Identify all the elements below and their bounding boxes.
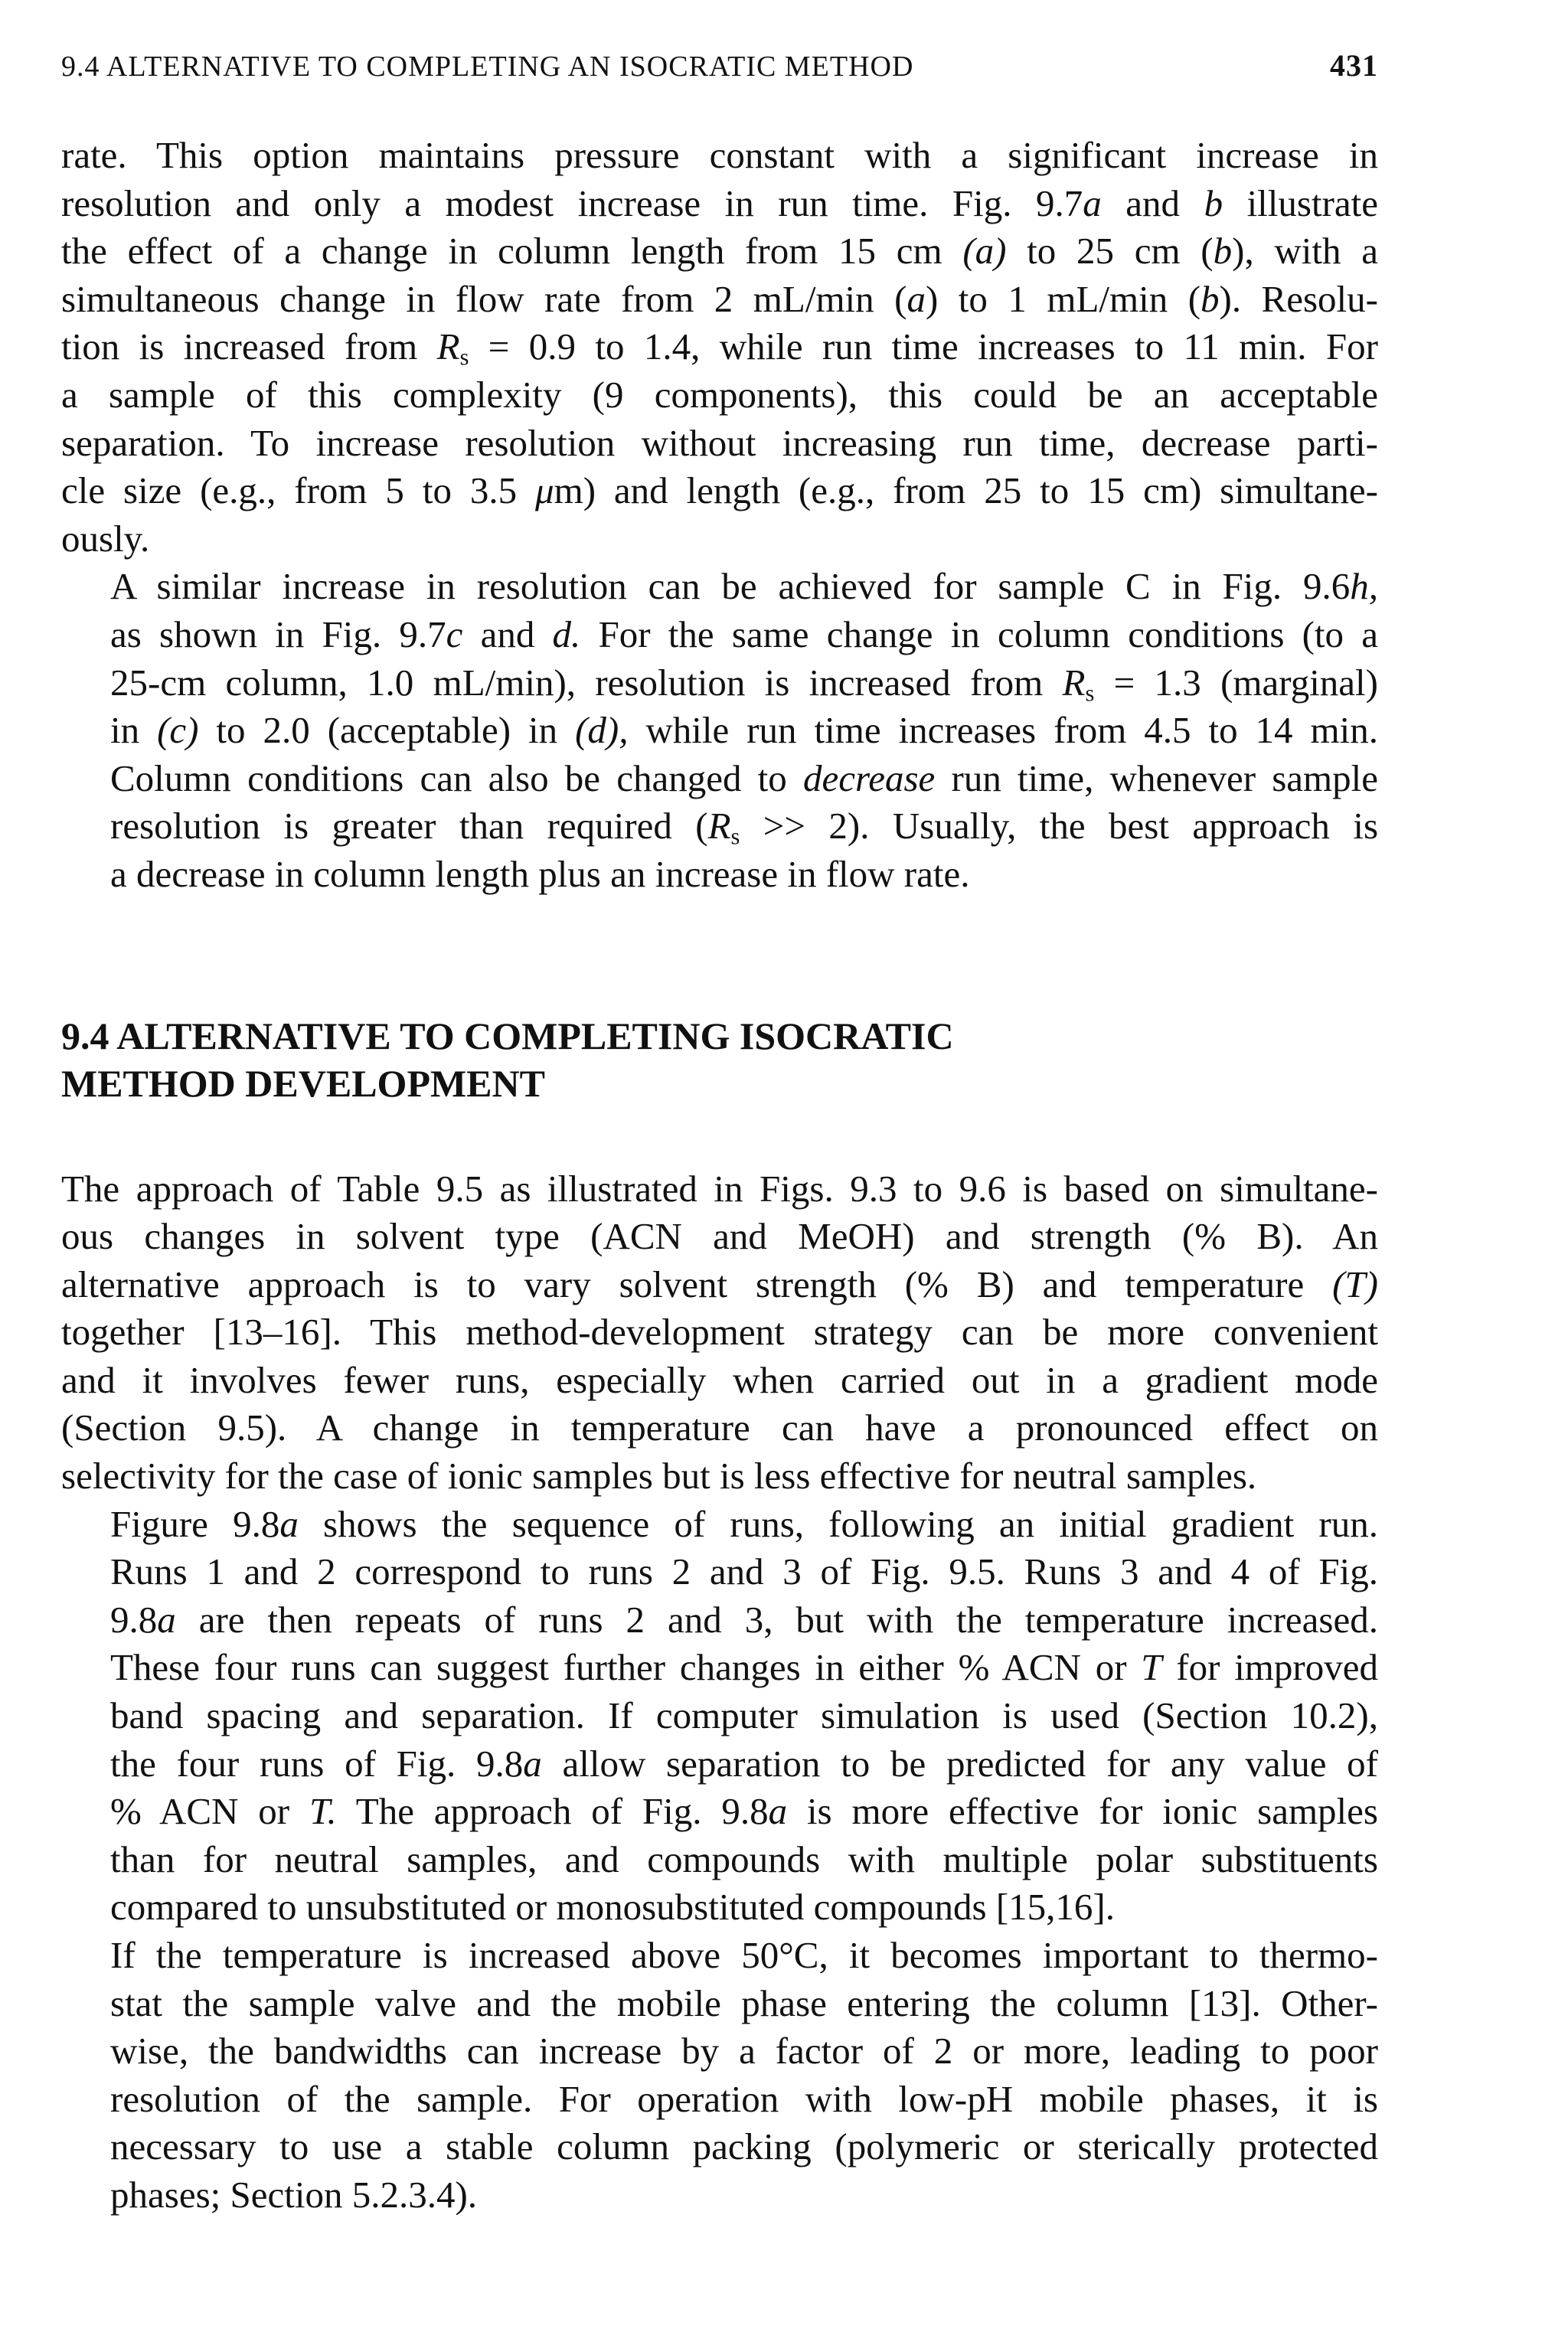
page-number: 431 xyxy=(1330,48,1378,83)
paragraph-continuation: rate. This option maintains pressure constant with a significant increase in resolution and only a modest increase in run time. Fig. 9.7a and b illustrate the effect of a change in column length from 15 cm (a) to 25 cm (b), with a simultaneous change in flow rate from 2 mL/min (a) to 1 mL/min (b). Resolu- tion is increased from $R_s = 0.9$ to 1.4, while run time increases to 11 min. For a sample of this complexity (9 components), this could be an acceptable separation. To increase resolution without increasing run time, decrease parti- cle size (e.g., from 5 to 3.5 μm) and length (e.g., from 25 to 15 cm) simultane- ously. xyxy=(61,134,1379,560)
section-heading xyxy=(61,1012,1378,1107)
section-heading-line-1: 9.4 ALTERNATIVE TO COMPLETING ISOCRATIC xyxy=(61,1014,954,1057)
paragraph-sample-c: A similar increase in resolution can be achieved for sample C in Fig. 9.6h, as shown in Fig. 9.7c and d. For the same change in column conditions (to a 25-cm column, 1.0 mL/min), resolution is increased from $R_s = 1.3$ (marginal) in (c) to 2.0 (acceptable) in (d), while run time increases from 4.5 to 14 min. Column conditions can also be changed to decrease run time, whenever sample resolution is greater than required $(R_s >> 2)$. Usually, the best approach is a decrease in column length plus an increase in flow rate. xyxy=(110,565,1379,895)
paragraph-figure-9-8a: Figure 9.8a shows the sequence of runs, following an initial gradient run. Runs 1 and 2 correspond to runs 2 and 3 of Fig. 9.5. Runs 3 and 4 of Fig. 9.8a are then repeats of runs 2 and 3, but with the temperature increased. These four runs can suggest further changes in either % ACN or T for improved band spacing and separation. If computer simulation is used (Section 10.2), the four runs of Fig. 9.8a allow separation to be predicted for any value of % ACN or T. The approach of Fig. 9.8a is more effective for ionic samples than for neutral samples, and compounds with multiple polar substituents compared to unsubstituted or monosubstituted compounds [15,16]. xyxy=(110,1502,1379,1929)
running-head xyxy=(61,47,1378,93)
section-heading-line-2: METHOD DEVELOPMENT xyxy=(61,1061,545,1105)
running-head-title: 9.4 ALTERNATIVE TO COMPLETING AN ISOCRATIC METHOD xyxy=(61,51,914,83)
paragraph-approach: The approach of Table 9.5 as illustrated in Figs. 9.3 to 9.6 is based on simultane- ous changes in solvent type (ACN and MeOH) and strength (% B). An alternative approach is to vary solvent strength (% B) and temperature (T) together [13–16]. This method-development strategy can be more convenient and it involves fewer runs, especially when carried out in a gradient mode (Section 9.5). A change in temperature can have a pronounced effect on selectivity for the case of ionic samples but is less effective for neutral samples. xyxy=(61,1167,1378,1498)
document-page xyxy=(61,47,1378,2220)
paragraph-temperature: If the temperature is increased above 50°C, it becomes important to thermo- stat the sample valve and the mobile phase entering the column [13]. Other- wise, the bandwidths can increase by a factor of 2 or more, leading to poor resolution of the sample. For operation with low-pH mobile phases, it is necessary to use a stable column packing (polymeric or sterically protected phases; Section 5.2.3.4). xyxy=(110,1934,1378,2216)
